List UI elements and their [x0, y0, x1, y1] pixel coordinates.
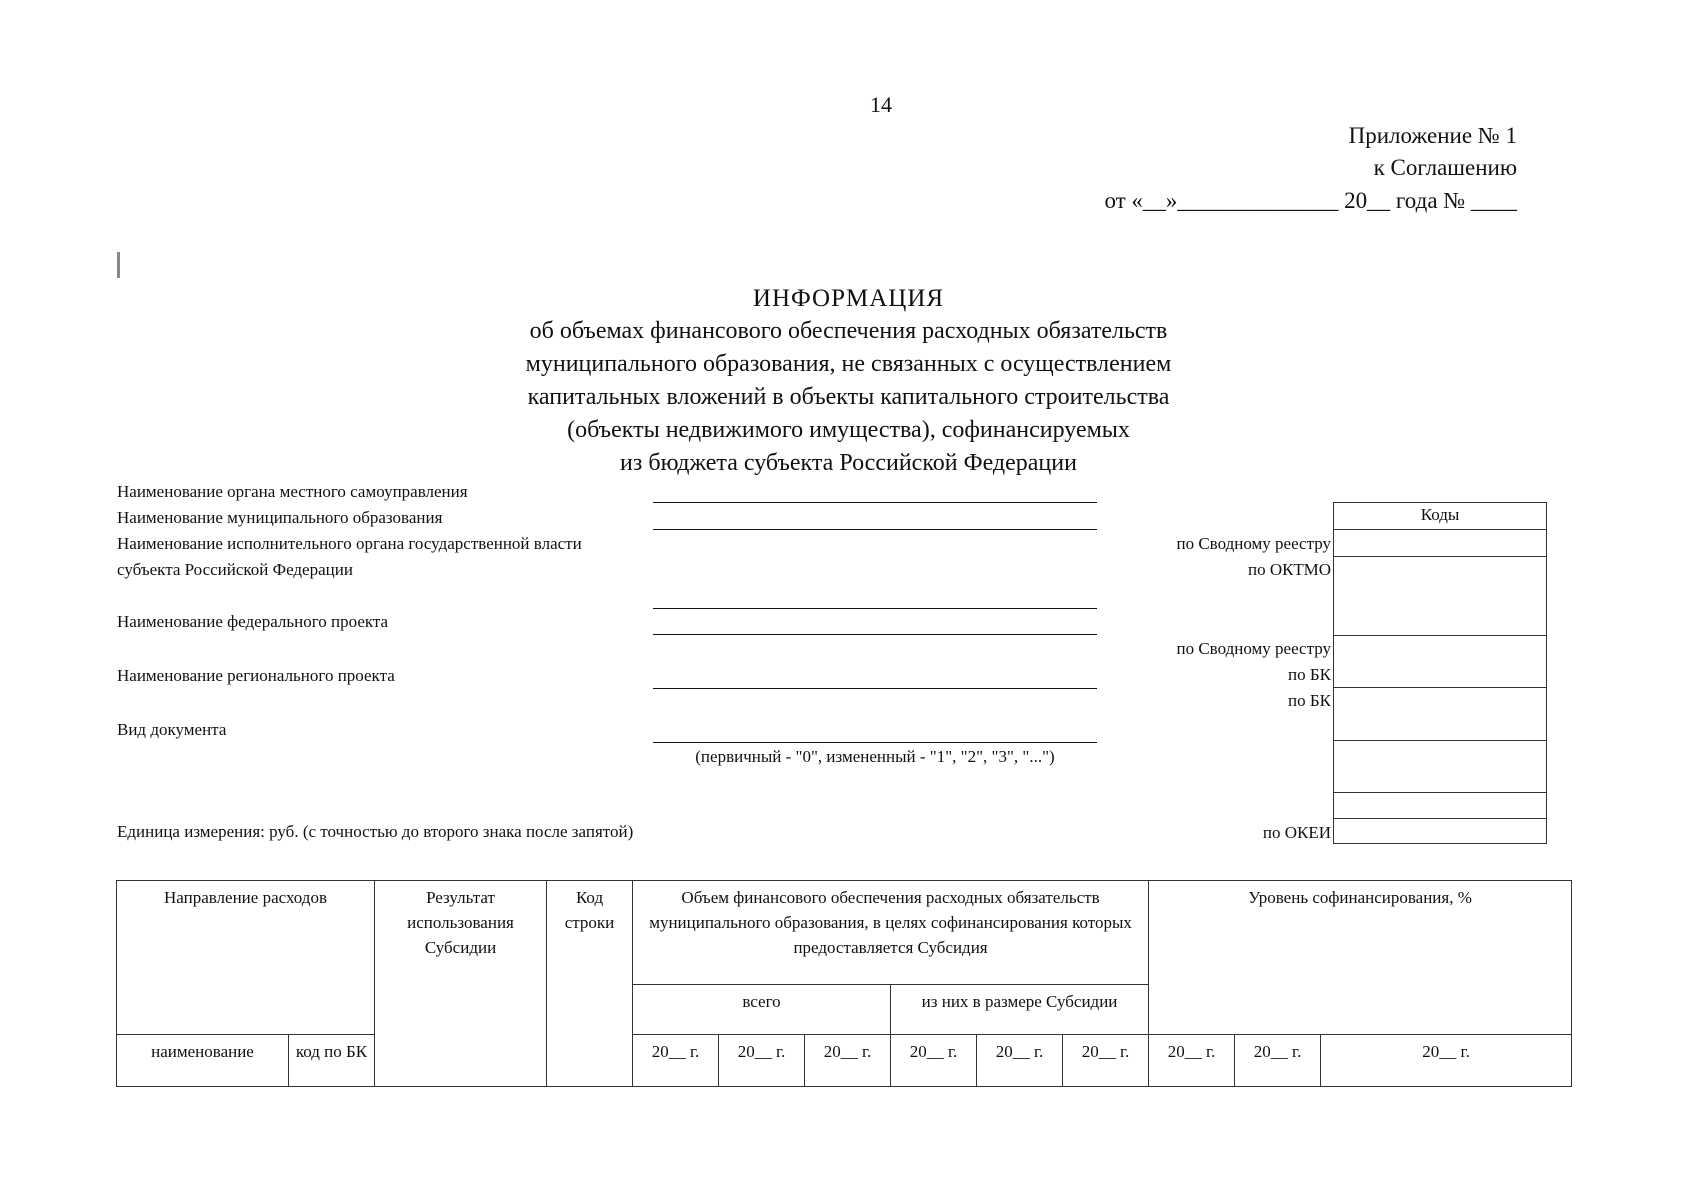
appendix-agreement: к Соглашению	[1373, 155, 1517, 180]
heading-line-2: муниципального образования, не связанных с осуществлением	[525, 351, 1172, 377]
local-gov-input-line[interactable]	[653, 502, 1097, 503]
code-label-bk-2: по БК	[1288, 691, 1331, 710]
code-label-oktmo: по ОКТМО	[1247, 560, 1331, 579]
heading-line-1: об объемах финансового обеспечения расходных обязательств	[529, 318, 1168, 344]
field-label-local-gov: Наименование органа местного самоуправления	[117, 482, 468, 501]
code-label-svod-reestr-2: по Сводному реестру	[1176, 639, 1331, 658]
field-label-regional-project: Наименование регионального проекта	[117, 666, 395, 685]
field-label-exec-body: Наименование исполнительного органа государственной власти субъекта Российской Федерации	[117, 534, 582, 579]
appendix-title: Приложение № 1	[1348, 123, 1517, 148]
page-number: 14	[870, 92, 892, 117]
document-title: ИНФОРМАЦИЯ	[752, 285, 945, 312]
year-cell: 20__ г.	[977, 1035, 1063, 1087]
exec-body-input-line[interactable]	[653, 608, 1097, 609]
col-header-of-which: из них в размере Субсидии	[891, 985, 1149, 1035]
document-heading	[0, 282, 1697, 480]
margin-mark	[117, 252, 120, 278]
heading-line-5: из бюджета субъекта Российской Федерации	[620, 450, 1077, 476]
col-header-total: всего	[633, 985, 891, 1035]
doc-type-input-line[interactable]	[653, 742, 1097, 743]
col-header-name: наименование	[117, 1035, 289, 1087]
col-header-volume: Объем финансового обеспечения расходных обязательств муниципального образования, в целях софинансирования которых предоставляется Субсидия	[633, 881, 1149, 985]
year-cell: 20__ г.	[891, 1035, 977, 1087]
codes-box	[1333, 502, 1547, 844]
year-cell: 20__ г.	[1235, 1035, 1321, 1087]
col-header-row-code: Код строки	[547, 881, 633, 1087]
appendix-date-number: от «__»______________ 20__ года № ____	[1104, 188, 1517, 213]
year-cell: 20__ г.	[719, 1035, 805, 1087]
field-label-federal-project: Наименование федерального проекта	[117, 612, 389, 631]
federal-project-input-line[interactable]	[653, 634, 1097, 635]
code-label-svod-reestr-1: по Сводному реестру	[1176, 534, 1331, 553]
heading-line-3: капитальных вложений в объекты капитального строительства	[527, 384, 1170, 410]
year-cell: 20__ г.	[1321, 1035, 1572, 1087]
field-label-doc-type: Вид документа	[117, 720, 227, 739]
code-label-bk-1: по БК	[1288, 665, 1331, 684]
year-cell: 20__ г.	[1063, 1035, 1149, 1087]
year-cell: 20__ г.	[633, 1035, 719, 1087]
codes-header: Коды	[1420, 505, 1460, 524]
year-cell: 20__ г.	[1149, 1035, 1235, 1087]
heading-line-4: (объекты недвижимого имущества), софинансируемых	[567, 417, 1130, 443]
year-cell: 20__ г.	[805, 1035, 891, 1087]
col-header-level: Уровень софинансирования, %	[1149, 881, 1572, 1035]
unit-of-measure: Единица измерения: руб. (с точностью до второго знака после запятой)	[117, 822, 634, 841]
col-header-bk-code: код по БК	[289, 1035, 375, 1087]
col-header-direction: Направление расходов	[117, 881, 375, 1035]
doc-type-hint: (первичный - "0", измененный - "1", "2", "3", "...")	[695, 747, 1055, 766]
col-header-result: Результат использования Субсидии	[375, 881, 547, 1087]
regional-project-input-line[interactable]	[653, 688, 1097, 689]
field-label-municipality: Наименование муниципального образования	[117, 508, 443, 527]
code-label-okei: по ОКЕИ	[1262, 823, 1331, 842]
financing-table	[116, 880, 1572, 1087]
municipality-input-line[interactable]	[653, 529, 1097, 530]
